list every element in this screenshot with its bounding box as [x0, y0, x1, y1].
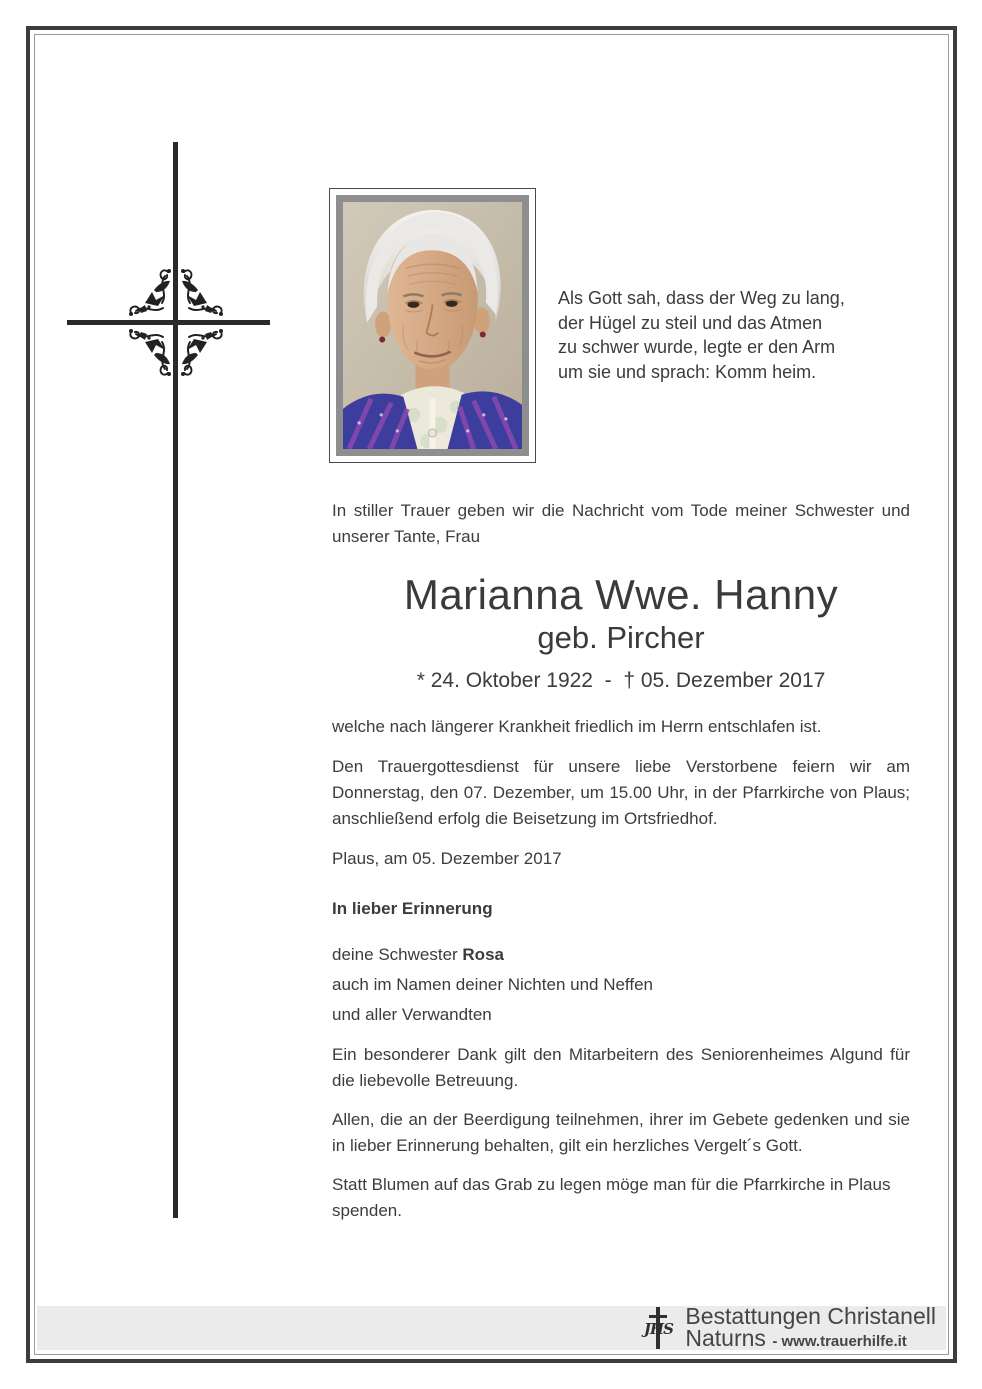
jhs-cross-logo-icon — [641, 1307, 675, 1349]
memory-heading: In lieber Erinnerung — [332, 899, 493, 918]
announcement-body — [332, 498, 910, 1224]
prayer-text: Allen, die an der Beerdigung teilnehmen, ihrer im Gebete gedenken und sie in lieber Erinnerung behalten, gilt ein herzliches Vergelt´s Gott. — [332, 1110, 910, 1155]
cross-horizontal-bar — [67, 320, 270, 325]
flourish-ornament-icon — [179, 326, 225, 378]
service-text: Den Trauergottesdienst für unsere liebe Verstorbene feiern wir am Donnerstag, den 07. Dezember, um 15.00 Uhr, in der Pfarrkirche von Plaus; anschließend erfolg die Beisetzung im Ortsfriedhof. — [332, 757, 910, 828]
logo-monogram: JHS — [643, 1320, 673, 1338]
funeral-home-text — [685, 1304, 936, 1352]
portrait-photo — [336, 195, 529, 456]
birth-death-dates: * 24. Oktober 1922 - † 05. Dezember 2017 — [416, 669, 826, 692]
verse-line: der Hügel zu steil und das Atmen — [558, 312, 823, 333]
funeral-home-footer — [37, 1303, 946, 1351]
flourish-ornament-icon — [179, 267, 225, 319]
funeral-home-name: Bestattungen Christanell — [685, 1303, 936, 1329]
portrait-photo-frame — [329, 188, 536, 463]
flourish-ornament-icon — [127, 267, 173, 319]
sister-line — [332, 942, 910, 968]
verse-line: zu schwer wurde, legte er den Arm — [558, 337, 836, 357]
donation-text: Statt Blumen auf das Grab zu legen möge man für die Pfarrkirche in Plaus spenden. — [332, 1175, 891, 1220]
verse-line: um sie und sprach: Komm heim. — [558, 361, 817, 382]
sister-name: Rosa — [462, 945, 504, 964]
relatives-line: auch im Namen deiner Nichten und Neffen — [332, 975, 653, 994]
passing-text: welche nach längerer Krankheit friedlich im Herrn entschlafen ist. — [332, 717, 822, 736]
memorial-verse — [558, 286, 878, 384]
cross-vertical-bar — [173, 142, 178, 1218]
funeral-home-city: Naturns — [685, 1325, 766, 1351]
place-and-date: Plaus, am 05. Dezember 2017 — [332, 849, 562, 868]
verse-line: Als Gott sah, dass der Weg zu lang, — [558, 288, 845, 308]
sister-prefix: deine Schwester — [332, 945, 463, 964]
thanks-text: Ein besonderer Dank gilt den Mitarbeitern des Seniorenheimes Algund für die liebevolle Betreuung. — [332, 1045, 910, 1090]
funeral-home-website: - www.trauerhilfe.it — [772, 1333, 907, 1350]
deceased-name: Marianna Wwe. Hanny — [403, 571, 839, 618]
deceased-maiden-name: geb. Pircher — [537, 620, 705, 655]
intro-text: In stiller Trauer geben wir die Nachricht vom Tode meiner Schwester und unserer Tante, Frau — [332, 501, 910, 546]
logo-cross-horizontal — [649, 1315, 667, 1318]
relatives-line: und aller Verwandten — [332, 1005, 492, 1024]
flourish-ornament-icon — [127, 326, 173, 378]
